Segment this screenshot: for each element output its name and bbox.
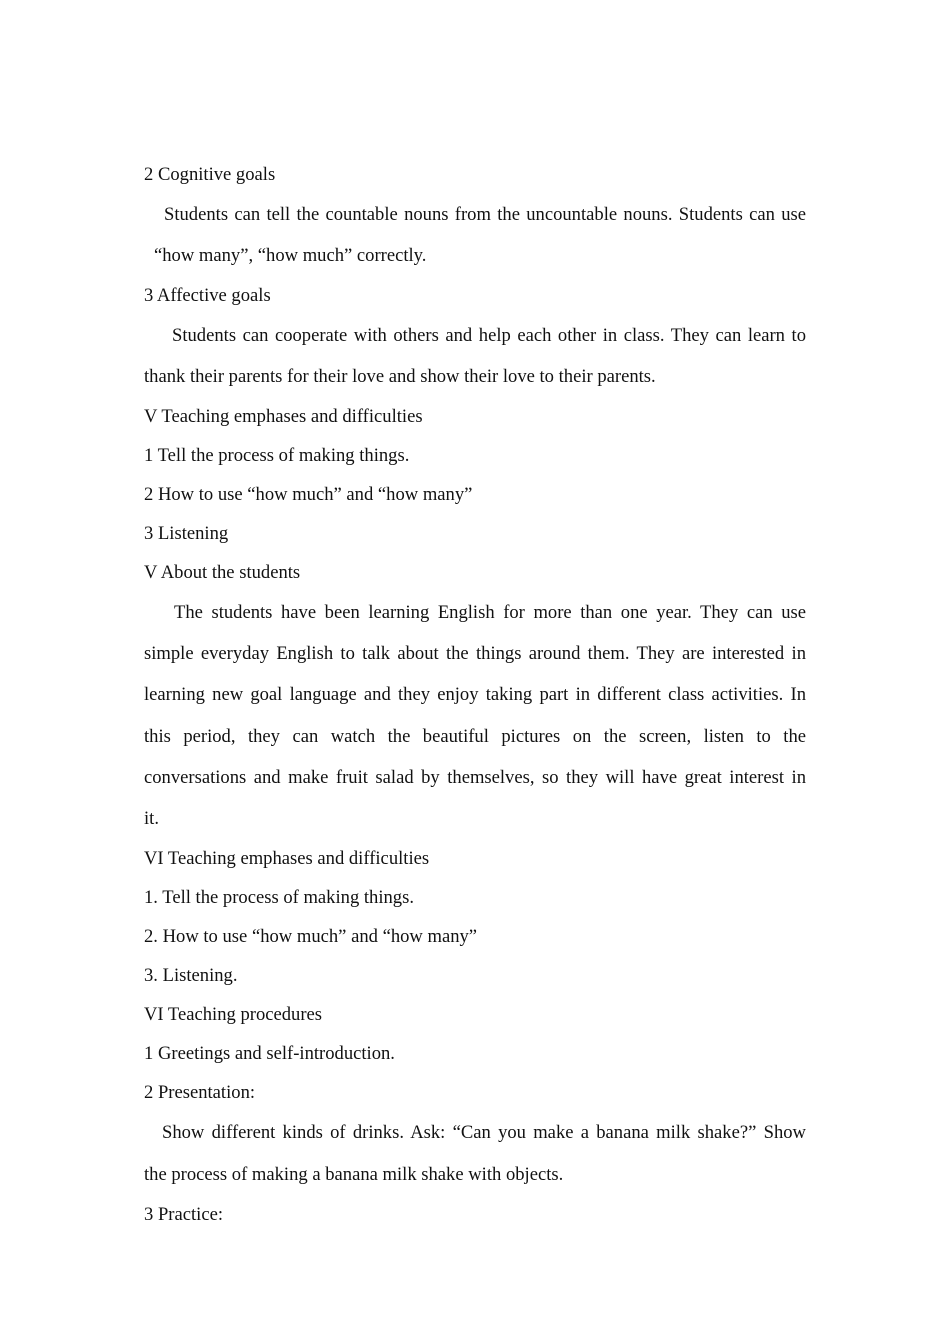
- students-line-1: The students have been learning English for more than one year. They can use: [174, 602, 806, 623]
- heading-cognitive-goals: 2 Cognitive goals: [144, 164, 276, 185]
- heading-affective-goals: 3 Affective goals: [144, 285, 271, 306]
- procedure-item-1: 1 Greetings and self-introduction.: [144, 1043, 395, 1065]
- paragraph-cognitive-line-1: Students can tell the countable nouns from the uncountable nouns. Students can use: [164, 204, 806, 225]
- students-line-4: this period, they can watch the beautiful pictures on the screen, listen to the: [144, 725, 806, 747]
- difficulty-item-3: 3. Listening.: [144, 965, 238, 987]
- paragraph-affective-line-1: Students can cooperate with others and help each other in class. They can learn to: [172, 325, 806, 346]
- students-line-6: it.: [144, 808, 159, 830]
- students-line-5: conversations and make fruit salad by themselves, so they will have great interest in: [144, 766, 806, 788]
- heading-teaching-procedures: VI Teaching procedures: [144, 1004, 323, 1026]
- heading-teaching-emphases-v: V Teaching emphases and difficulties: [144, 406, 423, 427]
- presentation-line-1: Show different kinds of drinks. Ask: “Can you make a banana milk shake?” Show: [162, 1122, 806, 1144]
- heading-teaching-emphases-vi: VI Teaching emphases and difficulties: [144, 848, 430, 870]
- students-line-3: learning new goal language and they enjoy taking part in different class activities. In: [144, 684, 806, 706]
- heading-about-students: V About the students: [144, 562, 301, 583]
- paragraph-cognitive-line-2: “how many”, “how much” correctly.: [154, 245, 427, 266]
- presentation-line-2: the process of making a banana milk shake with objects.: [144, 1163, 564, 1185]
- emphasis-item-1: 1 Tell the process of making things.: [144, 445, 410, 466]
- difficulty-item-1: 1. Tell the process of making things.: [144, 887, 414, 909]
- emphasis-item-2: 2 How to use “how much” and “how many”: [144, 484, 473, 505]
- procedure-item-3: 3 Practice:: [144, 1204, 223, 1226]
- difficulty-item-2: 2. How to use “how much” and “how many”: [144, 926, 478, 948]
- document-body: [144, 155, 806, 1234]
- emphasis-item-3: 3 Listening: [144, 523, 229, 544]
- students-line-2: simple everyday English to talk about the things around them. They are interested in: [144, 643, 806, 665]
- paragraph-affective-line-2: thank their parents for their love and show their love to their parents.: [144, 366, 656, 387]
- procedure-item-2: 2 Presentation:: [144, 1082, 256, 1104]
